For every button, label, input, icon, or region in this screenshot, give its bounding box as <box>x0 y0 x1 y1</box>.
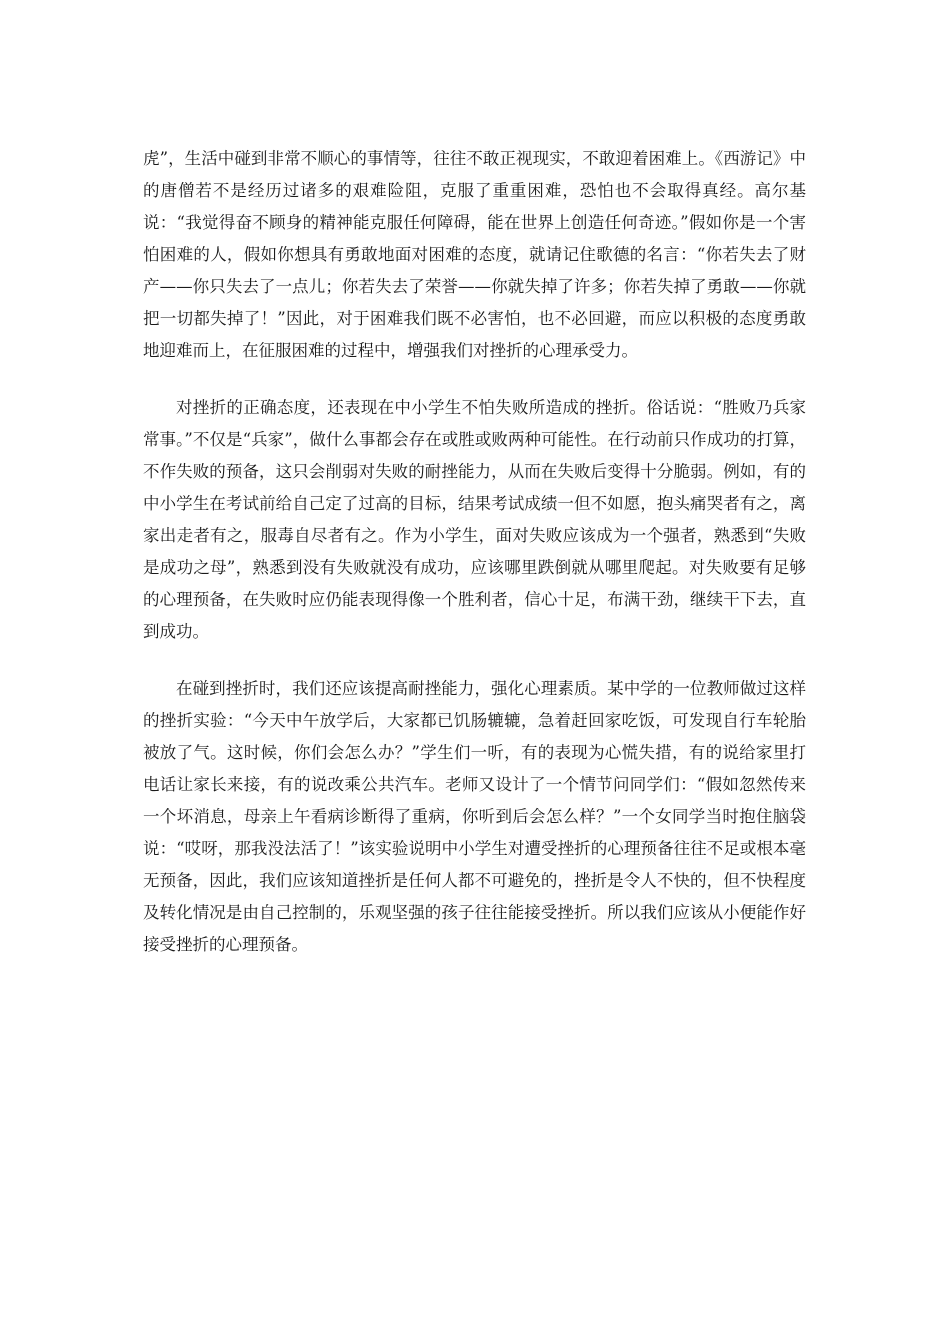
document-body <box>143 143 806 961</box>
paragraph-1: 虎”，生活中碰到非常不顺心的事情等，往往不敢正视现实，不敢迎着困难上。《西游记》中的唐僧若不是经历过诸多的艰难险阻，克服了重重困难，恐怕也不会取得真经。高尔基说：“我觉得奋不顾身的精神能克服任何障碍，能在世界上创造任何奇迹。”假如你是一个害怕困难的人，假如你想具有勇敢地面对困难的态度，就请记住歌德的名言：“你若失去了财产——你只失去了一点儿；你若失去了荣誉——你就失掉了许多；你若失掉了勇敢——你就把一切都失掉了！”因此，对于困难我们既不必害怕，也不必回避，而应以积极的态度勇敢地迎难而上，在征服困难的过程中，增强我们对挫折的心理承受力。 <box>143 149 806 360</box>
paragraph-2: 对挫折的正确态度，还表现在中小学生不怕失败所造成的挫折。俗话说：“胜败乃兵家常事。”不仅是“兵家”，做什么事都会存在或胜或败两种可能性。在行动前只作成功的打算，不作失败的预备，这只会削弱对失败的耐挫能力，从而在失败后变得十分脆弱。例如，有的中小学生在考试前给自己定了过高的目标，结果考试成绩一但不如愿，抱头痛哭者有之，离家出走者有之，服毒自尽者有之。作为小学生，面对失败应该成为一个强者，熟悉到“失败是成功之母”，熟悉到没有失败就没有成功，应该哪里跌倒就从哪里爬起。对失败要有足够的心理预备，在失败时应仍能表现得像一个胜利者，信心十足，布满干劲，继续干下去，直到成功。 <box>143 398 806 641</box>
paragraph-3: 在碰到挫折时，我们还应该提高耐挫能力，强化心理素质。某中学的一位教师做过这样的挫折实验：“今天中午放学后，大家都已饥肠辘辘，急着赶回家吃饭，可发现自行车轮胎被放了气。这时候，你们会怎么办？”学生们一听，有的表现为心慌失措，有的说给家里打电话让家长来接，有的说改乘公共汽车。老师又设计了一个情节问同学们：“假如忽然传来一个坏消息，母亲上午看病诊断得了重病，你听到后会怎么样？”一个女同学当时抱住脑袋说：“哎呀，那我没法活了！”该实验说明中小学生对遭受挫折的心理预备往往不足或根本毫无预备，因此，我们应该知道挫折是任何人都不可避免的，挫折是令人不快的，但不快程度及转化情况是由自己控制的，乐观坚强的孩子往往能接受挫折。所以我们应该从小便能作好接受挫折的心理预备。 <box>143 679 806 954</box>
